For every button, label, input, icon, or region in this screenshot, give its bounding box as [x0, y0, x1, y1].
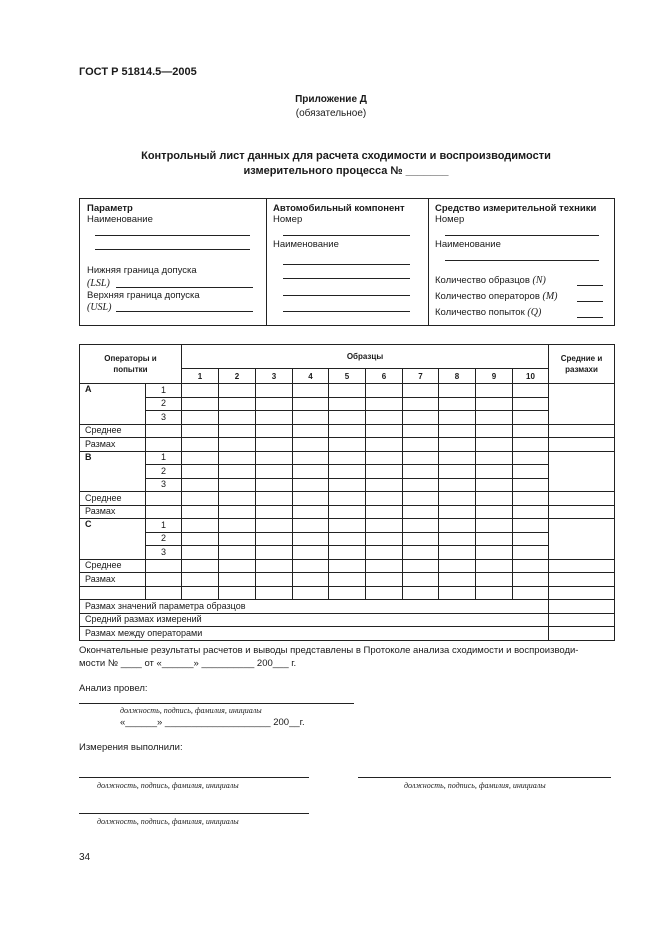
- value-cell[interactable]: [329, 519, 366, 533]
- value-cell[interactable]: [513, 573, 549, 587]
- measurer-caption: должность, подпись, фамилия, инициалы: [97, 817, 239, 826]
- value-cell[interactable]: [549, 586, 615, 600]
- value-cell[interactable]: [439, 384, 476, 398]
- value-cell[interactable]: [293, 438, 329, 452]
- value-cell[interactable]: [366, 465, 403, 479]
- value-cell[interactable]: [513, 546, 549, 560]
- measurer-caption: должность, подпись, фамилия, инициалы: [404, 781, 546, 790]
- instrument-name-field[interactable]: [445, 260, 599, 261]
- samples-header: Образцы: [182, 345, 549, 369]
- value-cell[interactable]: [256, 573, 293, 587]
- appendix-title: Приложение Д: [295, 94, 367, 105]
- sample-number: 1: [182, 369, 219, 384]
- value-cell[interactable]: [513, 532, 549, 546]
- lsl-abbr: (LSL): [87, 278, 110, 289]
- value-cell[interactable]: [329, 424, 366, 438]
- value-cell[interactable]: [293, 411, 329, 425]
- mean-label: Среднее: [80, 492, 146, 506]
- value-cell[interactable]: [549, 424, 615, 438]
- value-cell[interactable]: [256, 505, 293, 519]
- summary-row-label: Средний размах измерений: [80, 613, 549, 627]
- form-title-line2: измерительного процесса № _______: [243, 165, 449, 177]
- box-divider: [428, 199, 429, 325]
- value-cell[interactable]: [293, 573, 329, 587]
- value-cell[interactable]: [549, 505, 615, 519]
- value-cell[interactable]: [403, 519, 439, 533]
- averages-header: Средние и размахи: [549, 345, 615, 384]
- trial-number: 3: [146, 478, 182, 492]
- value-cell[interactable]: [403, 465, 439, 479]
- value-cell[interactable]: [146, 573, 182, 587]
- value-cell[interactable]: [513, 424, 549, 438]
- instrument-number-field[interactable]: [445, 235, 599, 236]
- value-cell[interactable]: [256, 519, 293, 533]
- component-name-field[interactable]: [283, 278, 410, 279]
- value-cell[interactable]: [256, 424, 293, 438]
- value-cell[interactable]: [439, 424, 476, 438]
- range-label: Размах: [80, 573, 146, 587]
- mean-label: Среднее: [80, 424, 146, 438]
- data-table: [79, 344, 615, 641]
- value-cell[interactable]: [439, 586, 476, 600]
- value-cell[interactable]: [513, 586, 549, 600]
- value-cell[interactable]: [182, 465, 219, 479]
- value-cell[interactable]: [293, 546, 329, 560]
- value-cell[interactable]: [329, 397, 366, 411]
- value-cell[interactable]: [293, 532, 329, 546]
- value-cell[interactable]: [219, 532, 256, 546]
- value-cell[interactable]: [549, 438, 615, 452]
- value-cell[interactable]: [182, 546, 219, 560]
- value-cell[interactable]: [329, 451, 366, 465]
- component-name-field[interactable]: [283, 311, 410, 312]
- value-cell[interactable]: [182, 573, 219, 587]
- value-cell[interactable]: [146, 492, 182, 506]
- value-cell[interactable]: [182, 519, 219, 533]
- value-cell[interactable]: [366, 411, 403, 425]
- value-cell[interactable]: [256, 478, 293, 492]
- value-cell[interactable]: [219, 519, 256, 533]
- value-cell[interactable]: [476, 586, 513, 600]
- value-cell[interactable]: [256, 492, 293, 506]
- parameter-name-field[interactable]: [95, 249, 250, 250]
- value-cell[interactable]: [366, 478, 403, 492]
- value-cell[interactable]: [182, 586, 219, 600]
- summary-value-cell[interactable]: [549, 613, 615, 627]
- summary-value-cell[interactable]: [549, 600, 615, 614]
- value-cell[interactable]: [476, 559, 513, 573]
- value-cell[interactable]: [219, 492, 256, 506]
- value-cell[interactable]: [513, 397, 549, 411]
- analysis-date-line: «______» ____________________ 200__г.: [120, 717, 305, 728]
- value-cell[interactable]: [146, 505, 182, 519]
- value-cell[interactable]: [182, 411, 219, 425]
- operator-label: В: [80, 451, 146, 492]
- value-cell[interactable]: [366, 586, 403, 600]
- value-cell[interactable]: [439, 573, 476, 587]
- sample-number: 4: [293, 369, 329, 384]
- value-cell[interactable]: [439, 492, 476, 506]
- value-cell[interactable]: [513, 465, 549, 479]
- value-cell[interactable]: [476, 397, 513, 411]
- value-cell[interactable]: [476, 411, 513, 425]
- value-cell[interactable]: [329, 384, 366, 398]
- value-cell[interactable]: [293, 586, 329, 600]
- value-cell[interactable]: [476, 492, 513, 506]
- parameter-heading: Параметр: [87, 203, 133, 214]
- value-cell[interactable]: [476, 424, 513, 438]
- instrument-name-label: Наименование: [435, 239, 501, 250]
- value-cell[interactable]: [366, 451, 403, 465]
- value-cell[interactable]: [403, 438, 439, 452]
- value-cell[interactable]: [403, 397, 439, 411]
- summary-row-label: Размах между операторами: [80, 627, 549, 641]
- value-cell[interactable]: [256, 465, 293, 479]
- value-cell[interactable]: [219, 573, 256, 587]
- parameter-name-field[interactable]: [95, 235, 250, 236]
- final-text-line1: Окончательные результаты расчетов и выводы представлены в Протоколе анализа сходимости и воспроизводи-: [79, 645, 579, 656]
- sample-number: 6: [366, 369, 403, 384]
- value-cell[interactable]: [366, 559, 403, 573]
- page-number: 34: [79, 852, 91, 863]
- value-cell[interactable]: [513, 519, 549, 533]
- value-cell[interactable]: [403, 451, 439, 465]
- measurer-caption: должность, подпись, фамилия, инициалы: [97, 781, 239, 790]
- value-cell[interactable]: [366, 492, 403, 506]
- value-cell[interactable]: [219, 451, 256, 465]
- value-cell[interactable]: [476, 546, 513, 560]
- value-cell[interactable]: [182, 397, 219, 411]
- document-header: ГОСТ Р 51814.5—2005: [79, 66, 197, 78]
- value-cell[interactable]: [146, 424, 182, 438]
- value-cell[interactable]: [513, 492, 549, 506]
- value-cell[interactable]: [219, 505, 256, 519]
- summary-value-cell[interactable]: [549, 627, 615, 641]
- value-cell[interactable]: [329, 532, 366, 546]
- value-cell[interactable]: [366, 384, 403, 398]
- value-cell[interactable]: [366, 573, 403, 587]
- value-cell[interactable]: [256, 586, 293, 600]
- value-cell[interactable]: [476, 505, 513, 519]
- trials-count-field[interactable]: [577, 317, 603, 318]
- value-cell[interactable]: [182, 451, 219, 465]
- value-cell[interactable]: [293, 424, 329, 438]
- trial-number: 3: [146, 546, 182, 560]
- value-cell[interactable]: [256, 559, 293, 573]
- final-text: [79, 644, 619, 670]
- instrument-heading: Средство измерительной техники: [435, 203, 597, 214]
- value-cell[interactable]: [513, 384, 549, 398]
- value-cell[interactable]: [439, 546, 476, 560]
- appendix-subtitle: (обязательное): [295, 108, 367, 119]
- form-title: [0, 149, 662, 179]
- value-cell[interactable]: [476, 519, 513, 533]
- value-cell[interactable]: [439, 532, 476, 546]
- value-cell[interactable]: [513, 438, 549, 452]
- measurements-label: Измерения выполнили:: [79, 742, 183, 753]
- value-cell[interactable]: [219, 411, 256, 425]
- samples-count-field[interactable]: [577, 285, 603, 286]
- trial-number: 1: [146, 519, 182, 533]
- value-cell[interactable]: [366, 532, 403, 546]
- value-cell[interactable]: [329, 438, 366, 452]
- value-cell[interactable]: [439, 411, 476, 425]
- value-cell[interactable]: [476, 438, 513, 452]
- component-name-label: Наименование: [273, 239, 339, 250]
- value-cell[interactable]: [403, 559, 439, 573]
- value-cell[interactable]: [256, 532, 293, 546]
- value-cell[interactable]: [439, 397, 476, 411]
- value-cell[interactable]: [549, 559, 615, 573]
- value-cell[interactable]: [146, 559, 182, 573]
- sample-number: 9: [476, 369, 513, 384]
- value-cell[interactable]: [256, 384, 293, 398]
- value-cell[interactable]: [182, 492, 219, 506]
- value-cell[interactable]: [293, 451, 329, 465]
- parameter-box: [79, 198, 615, 326]
- component-number-field[interactable]: [283, 235, 410, 236]
- value-cell[interactable]: [513, 559, 549, 573]
- trial-number: 3: [146, 411, 182, 425]
- value-cell[interactable]: [293, 478, 329, 492]
- value-cell[interactable]: [219, 559, 256, 573]
- value-cell[interactable]: [549, 492, 615, 506]
- value-cell[interactable]: [219, 546, 256, 560]
- value-cell[interactable]: [403, 532, 439, 546]
- value-cell[interactable]: [476, 478, 513, 492]
- component-name-field[interactable]: [283, 264, 410, 265]
- operators-count-field[interactable]: [577, 301, 603, 302]
- analysis-label: Анализ провел:: [79, 683, 148, 694]
- value-cell[interactable]: [182, 438, 219, 452]
- value-cell[interactable]: [513, 411, 549, 425]
- value-cell[interactable]: [476, 465, 513, 479]
- value-cell[interactable]: [513, 451, 549, 465]
- analysis-signature-field[interactable]: [79, 703, 354, 704]
- average-range-cell[interactable]: [549, 451, 615, 492]
- value-cell[interactable]: [256, 411, 293, 425]
- value-cell[interactable]: [366, 546, 403, 560]
- value-cell[interactable]: [549, 573, 615, 587]
- value-cell[interactable]: [439, 438, 476, 452]
- value-cell[interactable]: [182, 532, 219, 546]
- value-cell[interactable]: [439, 519, 476, 533]
- value-cell[interactable]: [329, 478, 366, 492]
- value-cell[interactable]: [219, 465, 256, 479]
- final-text-line2: мости № ____ от «______» __________ 200___ г.: [79, 658, 297, 669]
- value-cell[interactable]: [329, 559, 366, 573]
- value-cell[interactable]: [182, 384, 219, 398]
- value-cell[interactable]: [403, 478, 439, 492]
- sample-number: 7: [403, 369, 439, 384]
- value-cell[interactable]: [329, 573, 366, 587]
- sample-number: 3: [256, 369, 293, 384]
- value-cell[interactable]: [439, 505, 476, 519]
- value-cell[interactable]: [219, 438, 256, 452]
- value-cell[interactable]: [403, 384, 439, 398]
- operator-label: С: [80, 519, 146, 560]
- usl-field[interactable]: [116, 311, 253, 312]
- value-cell[interactable]: [329, 492, 366, 506]
- value-cell[interactable]: [293, 505, 329, 519]
- trial-number: 1: [146, 384, 182, 398]
- value-cell[interactable]: [219, 424, 256, 438]
- lsl-field[interactable]: [116, 287, 253, 288]
- parameter-name-label: Наименование: [87, 214, 153, 225]
- value-cell[interactable]: [366, 519, 403, 533]
- value-cell[interactable]: [329, 505, 366, 519]
- value-cell[interactable]: [219, 586, 256, 600]
- lsl-label: Нижняя граница допуска: [87, 265, 197, 276]
- value-cell[interactable]: [439, 451, 476, 465]
- instrument-number-label: Номер: [435, 214, 465, 225]
- value-cell[interactable]: [256, 546, 293, 560]
- value-cell[interactable]: [219, 478, 256, 492]
- summary-row-label: Размах значений параметра образцов: [80, 600, 549, 614]
- value-cell[interactable]: [476, 384, 513, 398]
- value-cell[interactable]: [182, 478, 219, 492]
- value-cell[interactable]: [403, 546, 439, 560]
- value-cell[interactable]: [293, 384, 329, 398]
- component-number-label: Номер: [273, 214, 303, 225]
- value-cell[interactable]: [476, 451, 513, 465]
- value-cell[interactable]: [256, 397, 293, 411]
- value-cell[interactable]: [439, 559, 476, 573]
- value-cell[interactable]: [329, 411, 366, 425]
- value-cell[interactable]: [219, 397, 256, 411]
- value-cell[interactable]: [403, 586, 439, 600]
- value-cell[interactable]: [256, 438, 293, 452]
- value-cell[interactable]: [403, 411, 439, 425]
- value-cell[interactable]: [293, 519, 329, 533]
- value-cell[interactable]: [293, 559, 329, 573]
- value-cell[interactable]: [513, 478, 549, 492]
- value-cell[interactable]: [513, 505, 549, 519]
- value-cell[interactable]: [146, 586, 182, 600]
- value-cell[interactable]: [146, 438, 182, 452]
- value-cell[interactable]: [366, 424, 403, 438]
- value-cell[interactable]: [219, 384, 256, 398]
- measurer-signature-field[interactable]: [79, 813, 309, 814]
- value-cell[interactable]: [439, 465, 476, 479]
- samples-count-label: Количество образцов (N): [435, 275, 546, 286]
- usl-label: Верхняя граница допуска: [87, 290, 200, 301]
- value-cell[interactable]: [366, 505, 403, 519]
- sample-number: 5: [329, 369, 366, 384]
- component-heading: Автомобильный компонент: [273, 203, 405, 214]
- value-cell[interactable]: [182, 424, 219, 438]
- range-label: Размах: [80, 505, 146, 519]
- trial-number: 2: [146, 397, 182, 411]
- value-cell[interactable]: [403, 424, 439, 438]
- value-cell[interactable]: [329, 465, 366, 479]
- value-cell[interactable]: [329, 586, 366, 600]
- average-range-cell[interactable]: [549, 384, 615, 425]
- trial-number: 1: [146, 451, 182, 465]
- range-label: Размах: [80, 438, 146, 452]
- value-cell[interactable]: [293, 397, 329, 411]
- operator-label: А: [80, 384, 146, 425]
- value-cell[interactable]: [439, 478, 476, 492]
- value-cell[interactable]: [256, 451, 293, 465]
- component-name-field[interactable]: [283, 295, 410, 296]
- usl-abbr: (USL): [87, 302, 112, 313]
- value-cell[interactable]: [366, 397, 403, 411]
- measurer-signature-field[interactable]: [358, 777, 611, 778]
- trial-number: 2: [146, 465, 182, 479]
- value-cell[interactable]: [403, 492, 439, 506]
- value-cell[interactable]: [476, 532, 513, 546]
- analysis-caption: должность, подпись, фамилия, инициалы: [120, 706, 262, 715]
- value-cell[interactable]: [403, 573, 439, 587]
- operators-header: Операторы и попытки: [80, 345, 182, 384]
- form-title-line1: Контрольный лист данных для расчета сходимости и воспроизводимости: [141, 150, 551, 162]
- value-cell[interactable]: [293, 492, 329, 506]
- sample-number: 8: [439, 369, 476, 384]
- sample-number: 10: [513, 369, 549, 384]
- value-cell[interactable]: [293, 465, 329, 479]
- value-cell[interactable]: [329, 546, 366, 560]
- value-cell[interactable]: [182, 505, 219, 519]
- average-range-cell[interactable]: [549, 519, 615, 560]
- operators-count-label: Количество операторов (M): [435, 291, 558, 302]
- value-cell[interactable]: [80, 586, 146, 600]
- value-cell[interactable]: [366, 438, 403, 452]
- value-cell[interactable]: [403, 505, 439, 519]
- mean-label: Среднее: [80, 559, 146, 573]
- measurer-signature-field[interactable]: [79, 777, 309, 778]
- value-cell[interactable]: [476, 573, 513, 587]
- trials-count-label: Количество попыток (Q): [435, 307, 542, 318]
- trial-number: 2: [146, 532, 182, 546]
- value-cell[interactable]: [182, 559, 219, 573]
- sample-number: 2: [219, 369, 256, 384]
- box-divider: [266, 199, 267, 325]
